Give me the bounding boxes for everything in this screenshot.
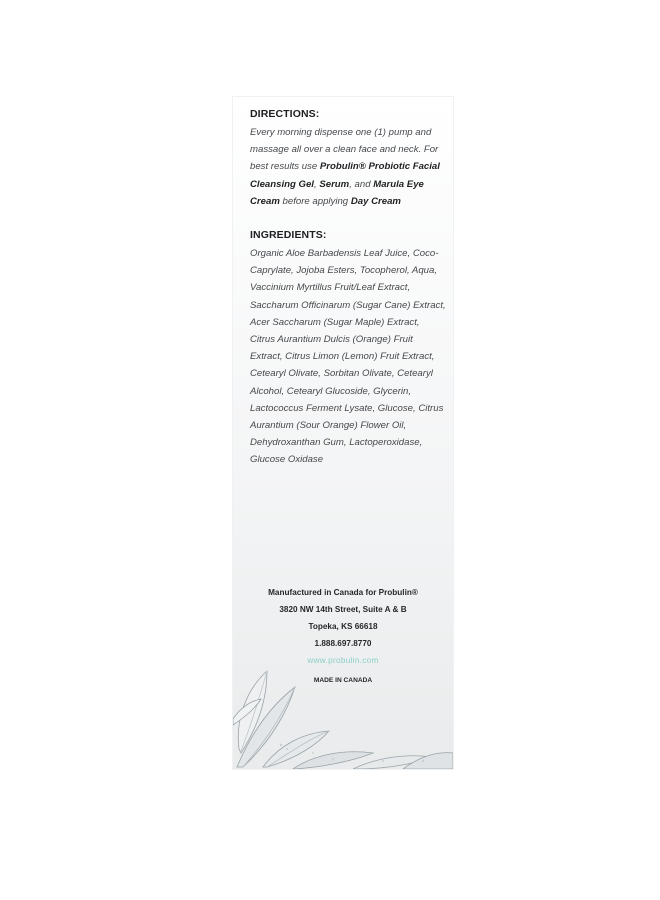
phone-line: 1.888.697.8770: [314, 639, 372, 648]
ingredients-heading: INGREDIENTS:: [250, 229, 327, 242]
label-text-panel: [250, 108, 446, 469]
directions-product-eye-cream: Marula Eye Cream: [250, 178, 424, 207]
directions-text-3: , and: [349, 178, 374, 190]
directions-text-1: Every morning dispense one (1) pump and massage all over a clean face and neck. For best results use: [250, 127, 439, 173]
product-box-panel: [233, 97, 453, 769]
ingredients-text: Organic Aloe Barbadensis Leaf Juice, Coco-Caprylate, Jojoba Esters, Tocopherol, Aqua, Vaccinium Myrtillus Fruit/Leaf Extract, Saccharum Officinarum (Sugar Cane) Extract, Acer Saccharum (Sugar Maple) Extract, Citrus Aurantium Dulcis (Orange) Fruit Extract, Citrus Limon (Lemon) Fruit Extract, Cetearyl Olivate, Sorbitan Olivate, Cetearyl Alcohol, Cetearyl Glucoside, Glycerin, Lactococcus Ferment Lysate, Glucose, Citrus Aurantium (Sour Orange) Flower Oil, Dehydroxanthan Gum, Lactoperoxidase, Glucose Oxidase: [250, 248, 446, 466]
botanical-leaves-illustration: [233, 649, 453, 769]
directions-product-day-cream: Day Cream: [350, 195, 401, 207]
directions-text-2: ,: [313, 178, 320, 190]
directions-product-gel: Probulin® Probiotic Facial Cleansing Gel: [250, 161, 440, 190]
directions-text-4: before applying: [279, 195, 351, 207]
website-link[interactable]: www.probulin.com: [307, 656, 379, 665]
manufacturer-line: Manufactured in Canada for Probulin®: [268, 588, 418, 597]
directions-heading: DIRECTIONS:: [250, 108, 320, 120]
directions-text: [250, 124, 446, 210]
made-in-label: MADE IN CANADA: [313, 677, 373, 684]
address-line: 3820 NW 14th Street, Suite A & B: [279, 605, 407, 614]
city-line: Topeka, KS 66618: [308, 622, 378, 631]
directions-product-serum: Serum: [319, 178, 350, 190]
